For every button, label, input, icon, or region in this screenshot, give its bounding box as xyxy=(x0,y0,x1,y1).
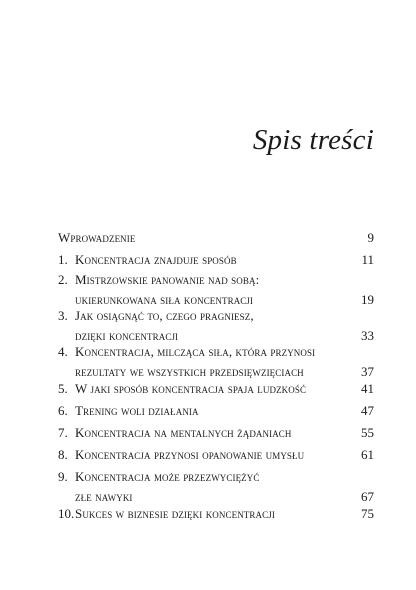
toc-entry-page: 61 xyxy=(361,447,374,462)
toc-entry-page: 41 xyxy=(361,381,374,396)
toc-entry-text: 2. Mistrzowskie panowanie nad sobą: xyxy=(58,270,259,290)
toc-entry-number: 2. xyxy=(58,272,68,287)
toc-entry-number: 1. xyxy=(58,252,68,267)
page-title: Spis treści xyxy=(252,124,374,156)
toc-entry-number: 9. xyxy=(58,469,68,484)
toc-entry-text: 10.Sukces w biznesie dzięki koncentracji xyxy=(58,504,275,524)
toc-entry xyxy=(58,342,374,382)
toc-entry-page: 33 xyxy=(361,328,374,343)
toc-entry-text: 9. Koncentracja może przezwyciężyć xyxy=(58,467,259,487)
toc-entry-text-continued: rezultaty we wszystkich przedsięwzięciach xyxy=(75,364,304,379)
toc-entry-text: Wprowadzenie xyxy=(58,230,136,245)
toc-entry-number: 8. xyxy=(58,447,68,462)
toc-entry-number: 10. xyxy=(58,506,75,521)
toc-entry-page: 37 xyxy=(361,364,374,379)
toc-entry xyxy=(58,504,374,524)
toc-entry-text: 6. Trening woli działania xyxy=(58,401,199,421)
toc-entry xyxy=(58,467,374,507)
toc-entry-page: 19 xyxy=(361,292,374,307)
toc-entry xyxy=(58,445,374,465)
toc-entry-number: 7. xyxy=(58,425,68,440)
toc-entry-number: 4. xyxy=(58,344,68,359)
toc-entry-page: 9 xyxy=(367,230,374,245)
toc-entry xyxy=(58,423,374,443)
toc-entry xyxy=(58,306,374,346)
toc-entry xyxy=(58,379,374,399)
toc-entry-page: 55 xyxy=(361,425,374,440)
toc-entry xyxy=(58,401,374,421)
toc-entry-text: 4. Koncentracja, milcząca siła, która przynosi xyxy=(58,342,315,362)
toc-entry-text-continued: złe nawyki xyxy=(75,489,133,504)
toc-entry-number: 5. xyxy=(58,381,68,396)
toc-entry-page: 67 xyxy=(361,489,374,504)
toc-entry-number: 3. xyxy=(58,308,68,323)
toc-entry-text: 5. W jaki sposób koncentracja spaja ludzkość xyxy=(58,379,306,399)
toc-entry-text-continued: ukierunkowana siła koncentracji xyxy=(75,292,254,307)
toc-entry-text: 3. Jak osiągnąć to, czego pragniesz, xyxy=(58,306,254,326)
toc-entry-page: 11 xyxy=(361,252,374,267)
toc-entry xyxy=(58,250,374,270)
toc-entry-text-continued: dzięki koncentracji xyxy=(75,328,179,343)
toc-entry-page: 47 xyxy=(361,403,374,418)
toc-entry-text: 7. Koncentracja na mentalnych żądaniach xyxy=(58,423,292,443)
toc-entry-page: 75 xyxy=(361,506,374,521)
toc-entry-number: 6. xyxy=(58,403,68,418)
toc-entry xyxy=(58,228,374,248)
toc-entry xyxy=(58,270,374,310)
toc-entry-text: 8. Koncentracja przynosi opanowanie umysłu xyxy=(58,445,304,465)
toc-entry-text: 1. Koncentracja znajduje sposób xyxy=(58,250,237,270)
